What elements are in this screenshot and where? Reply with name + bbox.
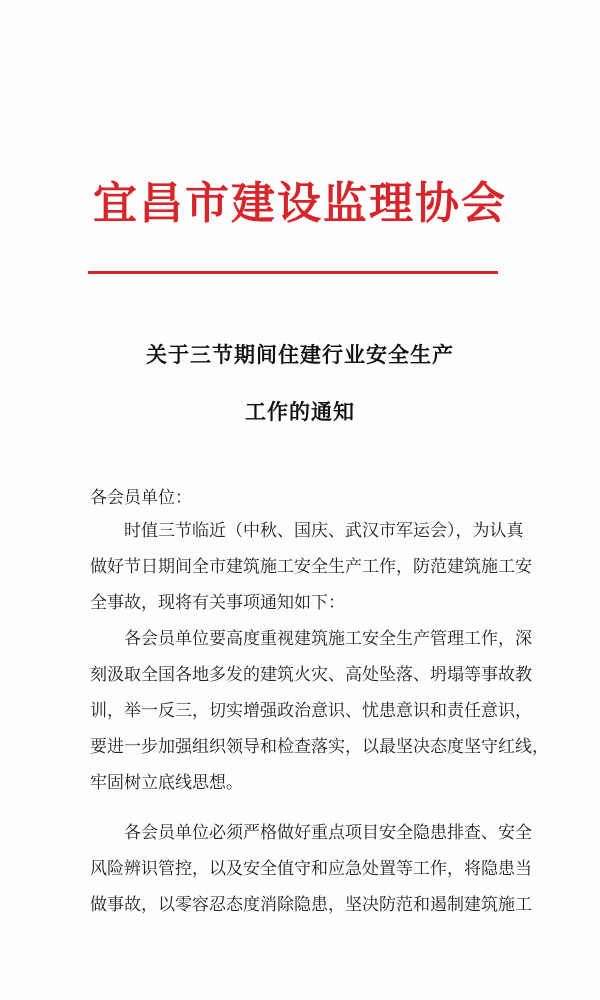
paragraph-1 [90,513,532,621]
notice-title-line-1: 关于三节期间住建行业安全生产 [146,342,454,367]
paragraph-line: 全事故，现将有关事项通知如下： [90,593,345,613]
header-divider [88,271,498,274]
salutation: 各会员单位： [90,488,192,508]
paragraph-3 [90,815,532,923]
paragraph-line: 刻汲取全国各地多发的建筑火灾、高处坠落、坍塌等事故教 [90,665,532,685]
paragraph-2 [90,621,549,801]
organization-header: 宜昌市建设监理协会 [93,178,507,229]
paragraph-line: 训，举一反三，切实增强政治意识、忧患意识和责任意识， [90,701,532,721]
paragraph-line: 各会员单位必须严格做好重点项目安全隐患排查、安全 [124,823,532,843]
notice-title-line-2: 工作的通知 [245,399,355,424]
paragraph-line: 要进一步加强组织领导和检查落实，以最坚决态度坚守红线， [90,737,549,757]
paragraph-line: 做事故，以零容忍态度消除隐患，坚决防范和遏制建筑施工 [90,895,532,915]
paragraph-line: 做好节日期间全市建筑施工安全生产工作，防范建筑施工安 [90,557,532,577]
paragraph-line: 风险辨识管控，以及安全值守和应急处置等工作，将隐患当 [90,859,532,879]
paragraph-line: 各会员单位要高度重视建筑施工安全生产管理工作，深 [124,629,532,649]
paragraph-line: 时值三节临近（中秋、国庆、武汉市军运会），为认真 [124,521,524,541]
paragraph-line: 牢固树立底线思想。 [90,773,243,793]
